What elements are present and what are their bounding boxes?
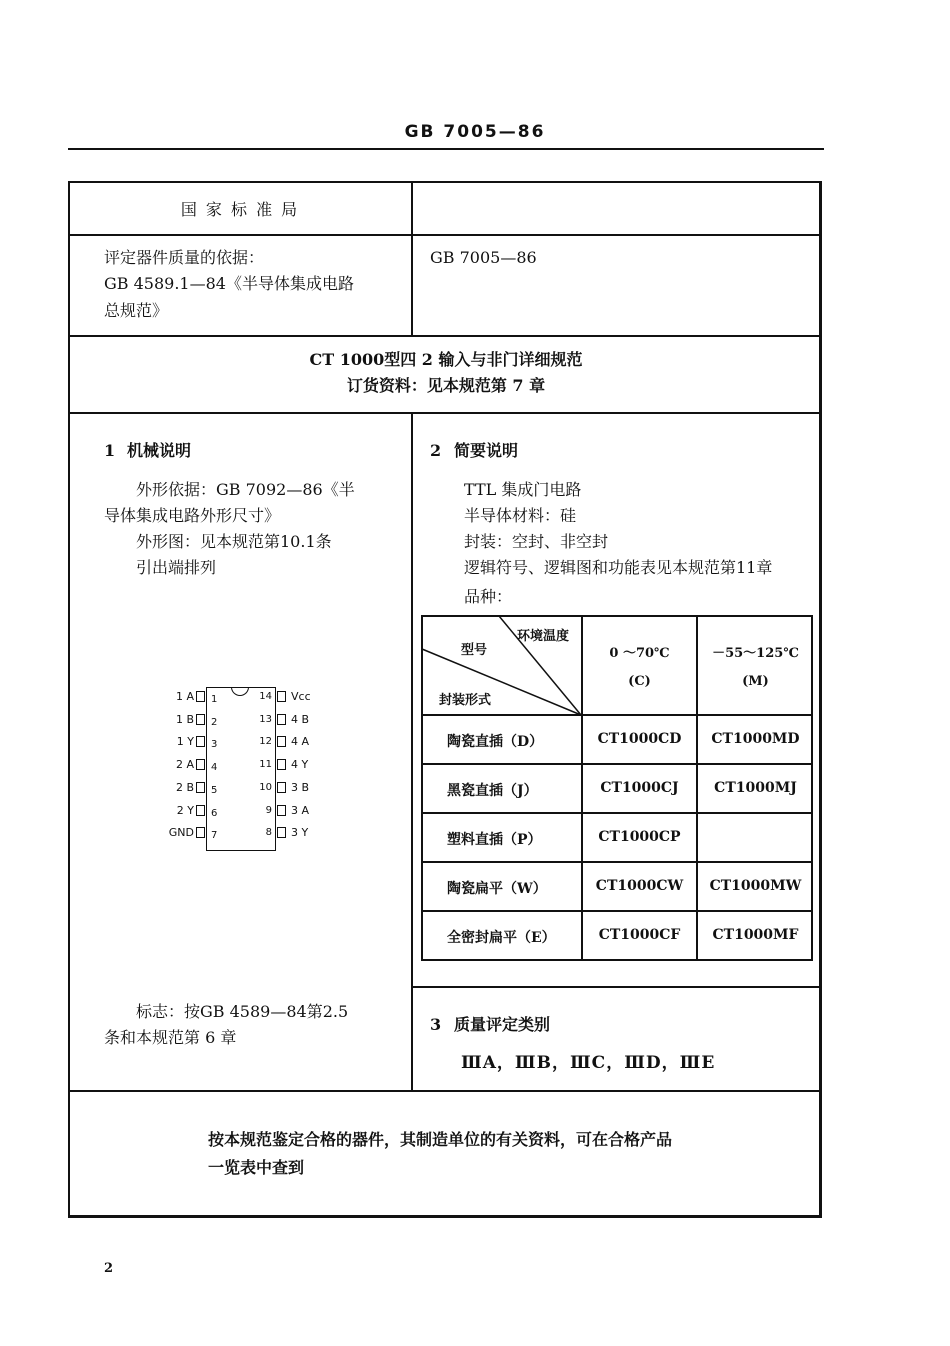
outline-drawing: 外形图：见本规范第10.1条 xyxy=(136,532,332,551)
col-m-code: (M) xyxy=(742,674,769,689)
variant-package: 黑瓷直插（J） xyxy=(447,783,538,799)
header-rule xyxy=(68,148,824,150)
pin-lead-left xyxy=(196,714,205,725)
outline-basis-cont: 导体集成电路外形尺寸》 xyxy=(104,506,281,525)
pin-lead-right xyxy=(277,805,286,816)
pin-number-left: 5 xyxy=(211,784,218,796)
pin-number-right: 9 xyxy=(265,804,272,816)
variant-code-c: CT1000CD xyxy=(597,731,682,747)
pin-number-left: 1 xyxy=(211,694,218,705)
pin-number-right: 14 xyxy=(259,691,272,702)
pin-name-left: 1 A xyxy=(175,690,194,703)
pin-name-left: 1 B xyxy=(175,712,194,726)
pin-name-right: 3 B xyxy=(291,780,310,794)
variant-code-c: CT1000CP xyxy=(598,829,681,845)
pin-lead-left xyxy=(196,736,205,747)
section3-number: 3 xyxy=(430,1015,442,1034)
pin-number-left: 7 xyxy=(211,830,218,842)
variant-package: 全密封扁平（E） xyxy=(447,930,556,946)
bureau-name: 国 家 标 准 局 xyxy=(180,200,300,219)
circuit-type: TTL 集成门电路 xyxy=(464,480,582,499)
row-line-3 xyxy=(421,812,813,814)
corner-model: 型号 xyxy=(461,643,488,658)
pin-name-right: Vcc xyxy=(291,690,311,703)
pin-arrangement-label: 引出端排列 xyxy=(136,558,217,577)
pin-lead-right xyxy=(277,782,286,793)
marking-line1: 标志：按GB 4589—84第2.5 xyxy=(136,1002,349,1021)
variant-code-c: CT1000CW xyxy=(595,878,684,894)
pin-lead-right xyxy=(277,691,286,702)
corner-ambient-temp: 环境温度 xyxy=(517,629,570,644)
pin-name-right: 3 A xyxy=(291,803,310,817)
pin-lead-right xyxy=(277,827,286,838)
ordering-info: 订货资料：见本规范第 7 章 xyxy=(346,376,546,395)
section1-number: 1 xyxy=(104,441,116,460)
pin-lead-left xyxy=(196,759,205,770)
divider-row3 xyxy=(70,412,822,414)
pin-lead-left xyxy=(196,782,205,793)
logic-reference: 逻辑符号、逻辑图和功能表见本规范第11章 xyxy=(464,558,773,577)
variant-code-c: CT1000CF xyxy=(598,927,681,943)
row-line-4 xyxy=(421,861,813,863)
pin-number-right: 13 xyxy=(259,713,272,725)
corner-package: 封装形式 xyxy=(439,693,492,708)
marking-line2: 条和本规范第 6 章 xyxy=(104,1028,237,1047)
col-m-range: －55～125℃ xyxy=(712,646,799,661)
divider-row2 xyxy=(70,335,822,337)
variant-package: 陶瓷扁平（W） xyxy=(447,881,547,897)
dip14-pinout xyxy=(150,685,330,855)
spec-title: CT 1000型四 2 输入与非门详细规范 xyxy=(309,350,583,369)
pin-name-right: 4 B xyxy=(291,712,310,726)
pin-name-left: 2 B xyxy=(175,780,194,794)
basis-line2: 总规范》 xyxy=(104,301,169,320)
divider-right-mid xyxy=(411,986,822,988)
variants-table xyxy=(421,615,813,961)
section1-heading: 机械说明 xyxy=(127,441,192,460)
outline-basis: 外形依据：GB 7092—86《半 xyxy=(136,480,355,499)
divider-row4 xyxy=(70,1090,822,1092)
vdivider-top xyxy=(411,183,413,335)
pin-number-right: 12 xyxy=(259,736,272,748)
pin-name-left: 2 Y xyxy=(176,803,194,817)
pin-lead-left xyxy=(196,805,205,816)
qualified-note-line2: 一览表中查到 xyxy=(208,1158,305,1177)
variant-code-m: CT1000MF xyxy=(712,927,799,943)
basis-label: 评定器件质量的依据： xyxy=(104,248,265,267)
pin-number-right: 10 xyxy=(259,781,272,793)
pin-number-left: 3 xyxy=(211,739,218,751)
pin-lead-left xyxy=(196,827,205,838)
col-c-range: 0 ～70℃ xyxy=(609,646,670,661)
pin-number-left: 2 xyxy=(211,716,218,728)
variant-code-c: CT1000CJ xyxy=(600,780,679,796)
pin-name-left: GND xyxy=(168,826,194,840)
section2-heading: 简要说明 xyxy=(454,441,519,460)
package-seal: 封装：空封、非空封 xyxy=(464,532,609,551)
variants-label: 品种： xyxy=(464,587,513,606)
vdivider-mid xyxy=(411,412,413,1090)
pin-name-left: 2 A xyxy=(175,758,194,772)
pin-lead-left xyxy=(196,691,205,702)
basis-line1: GB 4589.1—84《半导体集成电路 xyxy=(104,274,354,293)
divider-row1 xyxy=(70,234,822,236)
quality-categories: ⅢA，ⅢB，ⅢC，ⅢD，ⅢE xyxy=(461,1053,716,1073)
section3-heading: 质量评定类别 xyxy=(454,1015,551,1034)
row-line-5 xyxy=(421,910,813,912)
semiconductor-material: 半导体材料：硅 xyxy=(464,506,577,525)
page-number: 2 xyxy=(104,1261,114,1276)
pin-lead-right xyxy=(277,714,286,725)
pin-name-right: 4 A xyxy=(291,735,310,749)
variant-package: 塑料直插（P） xyxy=(447,832,542,848)
pin-lead-right xyxy=(277,759,286,770)
pin-number-left: 6 xyxy=(211,807,218,819)
col-c-code: (C) xyxy=(628,674,651,689)
variant-code-m: CT1000MJ xyxy=(714,780,797,796)
row-line-2 xyxy=(421,763,813,765)
pin-number-right: 8 xyxy=(265,827,272,839)
section2-number: 2 xyxy=(430,441,442,460)
document-code-header: GB 7005—86 xyxy=(404,122,546,142)
variant-package: 陶瓷直插（D） xyxy=(447,734,544,750)
pin-name-right: 4 Y xyxy=(291,758,309,772)
pin-lead-right xyxy=(277,736,286,747)
variant-code-m: CT1000MW xyxy=(709,878,802,894)
pin-number-left: 4 xyxy=(211,762,218,774)
doc-number: GB 7005—86 xyxy=(430,248,537,267)
pin-number-right: 11 xyxy=(259,759,272,771)
variant-code-m: CT1000MD xyxy=(711,731,800,747)
pin-name-left: 1 Y xyxy=(176,735,194,749)
qualified-note-line1: 按本规范鉴定合格的器件，其制造单位的有关资料，可在合格产品 xyxy=(208,1130,673,1149)
pin-name-right: 3 Y xyxy=(291,826,309,840)
